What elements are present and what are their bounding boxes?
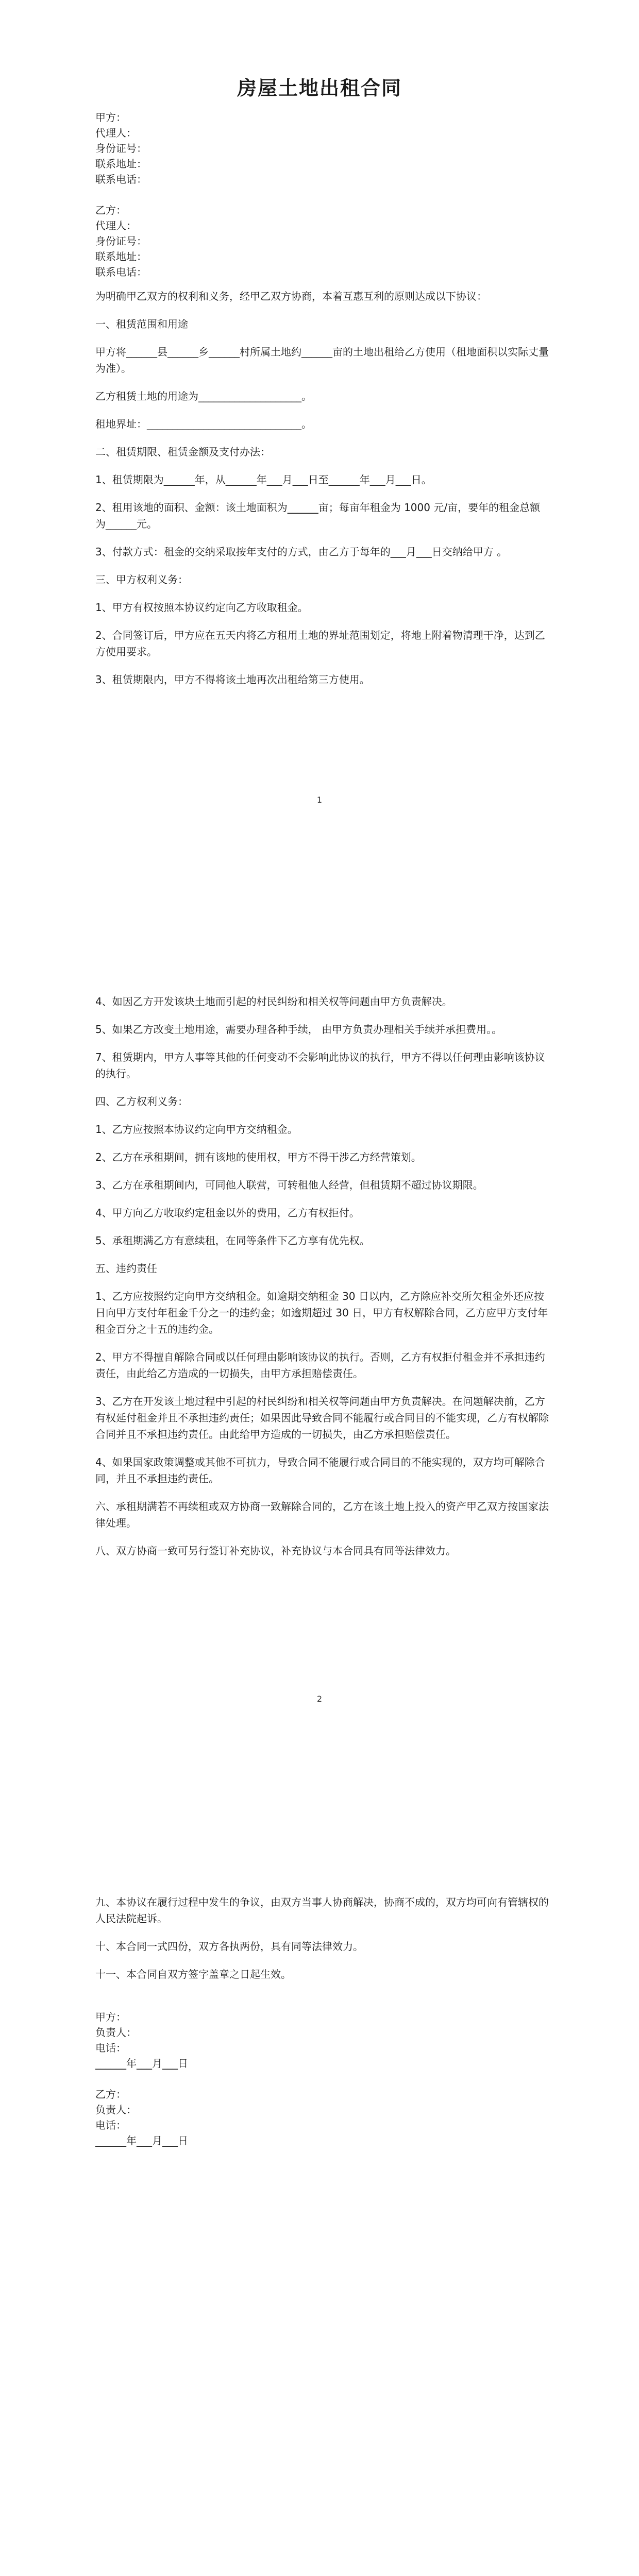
- section-3-paragraph-2: 2、合同签订后，甲方应在五天内将乙方租用土地的界址范围划定，将地上附着物清理干净，达到乙方使用要求。: [95, 629, 545, 658]
- signature-b-phone: 电话：: [95, 2119, 126, 2131]
- signature-b-party: 乙方：: [95, 2088, 126, 2100]
- signature-b-date: ______年___月___日: [95, 2134, 188, 2147]
- section-4-paragraph-1: 1、乙方应按照本协议约定向甲方交纳租金。: [95, 1123, 298, 1136]
- section-3-paragraph-4: 4、如因乙方开发该块土地而引起的村民纠纷和相关权等问题由甲方负责解决。: [95, 995, 452, 1008]
- section-4-paragraph-3: 3、乙方在承租期间内，可同他人联营，可转租他人经营，但租赁期不超过协议期限。: [95, 1179, 483, 1191]
- section-5-paragraph-2: 2、甲方不得擅自解除合同或以任何理由影响该协议的执行。否则，乙方有权拒付租金并不承担违约责任，由此给乙方造成的一切损失，由甲方承担赔偿责任。: [95, 1351, 545, 1380]
- page-2-content: [95, 993, 549, 1570]
- page-1-content: [95, 72, 549, 699]
- signature-a-person: 负责人：: [95, 2026, 137, 2039]
- party-a-phone-line: 联系电话：: [95, 173, 147, 185]
- section-3-paragraph-6: 7、租赁期内，甲方人事等其他的任何变动不会影响此协议的执行，甲方不得以任何理由影响该协议的执行。: [95, 1051, 545, 1080]
- party-b-id-line: 身份证号：: [95, 235, 147, 247]
- document-page-1: [0, 0, 639, 903]
- section-4-paragraph-2: 2、乙方在承租期间，拥有该地的使用权，甲方不得干涉乙方经营策划。: [95, 1151, 422, 1163]
- section-1-heading: 一、租赁范围和用途: [95, 318, 188, 330]
- page-3-content: [95, 1894, 549, 2148]
- section-9-paragraph: 九、本协议在履行过程中发生的争议，由双方当事人协商解决，协商不成的，双方均可向有管辖权的人民法院起诉。: [95, 1896, 549, 1925]
- signature-a-date: ______年___月___日: [95, 2057, 188, 2070]
- party-a-id-line: 身份证号：: [95, 142, 147, 155]
- party-b-block: [95, 202, 549, 280]
- section-2-paragraph-2: 2、租用该地的面积、金额：该土地面积为______亩；每亩年租金为 1000 元/亩，要年的租金总额为______元。: [95, 501, 541, 530]
- section-3-paragraph-3: 3、租赁期限内，甲方不得将该土地再次出租给第三方使用。: [95, 673, 370, 686]
- section-1-paragraph-1: 甲方将______县______乡______村所属土地约______亩的土地出租给乙方使用（租地面积以实际丈量为准）。: [95, 346, 549, 375]
- signature-block-party-a: [95, 2009, 549, 2071]
- section-2-paragraph-1: 1、租赁期限为______年，从______年___月___日至______年___月___日。: [95, 473, 432, 486]
- section-5-paragraph-3: 3、乙方在开发该土地过程中引起的村民纠纷和相关权等问题由甲方负责解决。在问题解决前，乙方有权延付租金并且不承担违约责任；如果因此导致合同不能履行或合同目的不能实现，乙方有权解除合同并且不承担违约责任。由此给甲方造成的一切损失，由乙方承担赔偿责任。: [95, 1395, 549, 1440]
- page-number: 2: [316, 1694, 323, 1704]
- section-3-paragraph-1: 1、甲方有权按照本协议约定向乙方收取租金。: [95, 601, 308, 614]
- signature-a-phone: 电话：: [95, 2042, 126, 2054]
- party-b-phone-line: 联系电话：: [95, 266, 147, 278]
- party-b-name-line: 乙方：: [95, 204, 126, 216]
- intro-paragraph: 为明确甲乙双方的权利和义务，经甲乙双方协商，本着互惠互利的原则达成以下协议：: [95, 290, 487, 302]
- section-2-heading: 二、租赁期限、租赁金额及支付办法：: [95, 446, 271, 458]
- page-number: 1: [316, 795, 323, 805]
- section-6-paragraph: 六、承租期满若不再续租或双方协商一致解除合同的，乙方在该土地上投入的资产甲乙双方按国家法律处理。: [95, 1500, 549, 1529]
- section-4-paragraph-5: 5、承租期满乙方有意续租，在同等条件下乙方享有优先权。: [95, 1234, 370, 1247]
- section-5-paragraph-1: 1、乙方应按照约定向甲方交纳租金。如逾期交纳租金 30 日以内，乙方除应补交所欠租金外还应按日向甲方支付年租金千分之一的违约金；如逾期超过 30 日，甲方有权解除合同，乙方应甲方支付年租金百分之十五的违约金。: [95, 1290, 548, 1335]
- signature-block-party-b: [95, 2087, 549, 2148]
- section-5-paragraph-4: 4、如果国家政策调整或其他不可抗力，导致合同不能履行或合同目的不能实现的，双方均可解除合同，并且不承担违约责任。: [95, 1456, 545, 1485]
- section-3-paragraph-5: 5、如果乙方改变土地用途，需要办理各种手续， 由甲方负责办理相关手续并承担费用。。: [95, 1023, 502, 1036]
- document-page-2: [0, 903, 639, 1806]
- party-a-agent-line: 代理人：: [95, 127, 137, 139]
- section-1-paragraph-3: 租地界址：______________________________。: [95, 418, 312, 430]
- party-a-block: [95, 110, 549, 187]
- party-b-address-line: 联系地址：: [95, 250, 147, 263]
- document-page-3: [0, 1806, 639, 2576]
- signature-b-person: 负责人：: [95, 2104, 137, 2116]
- party-a-address-line: 联系地址：: [95, 158, 147, 170]
- section-2-paragraph-3: 3、付款方式：租金的交纳采取按年支付的方式，由乙方于每年的___月___日交纳给甲方 。: [95, 546, 508, 558]
- section-8-paragraph: 八、双方协商一致可另行签订补充协议，补充协议与本合同具有同等法律效力。: [95, 1545, 456, 1557]
- section-4-paragraph-4: 4、甲方向乙方收取约定租金以外的费用，乙方有权拒付。: [95, 1207, 360, 1219]
- section-10-paragraph: 十、本合同一式四份，双方各执两份，具有同等法律效力。: [95, 1940, 363, 1953]
- section-1-paragraph-2: 乙方租赁土地的用途为____________________。: [95, 390, 312, 402]
- party-b-agent-line: 代理人：: [95, 219, 137, 232]
- section-4-heading: 四、乙方权利义务：: [95, 1095, 188, 1108]
- document-title: 房屋土地出租合同: [237, 76, 402, 99]
- party-a-name-line: 甲方：: [95, 111, 126, 124]
- section-11-paragraph: 十一、本合同自双方签字盖章之日起生效。: [95, 1968, 291, 1980]
- section-5-heading: 五、违约责任: [95, 1262, 157, 1275]
- signature-a-party: 甲方：: [95, 2011, 126, 2023]
- section-3-heading: 三、甲方权利义务：: [95, 573, 188, 586]
